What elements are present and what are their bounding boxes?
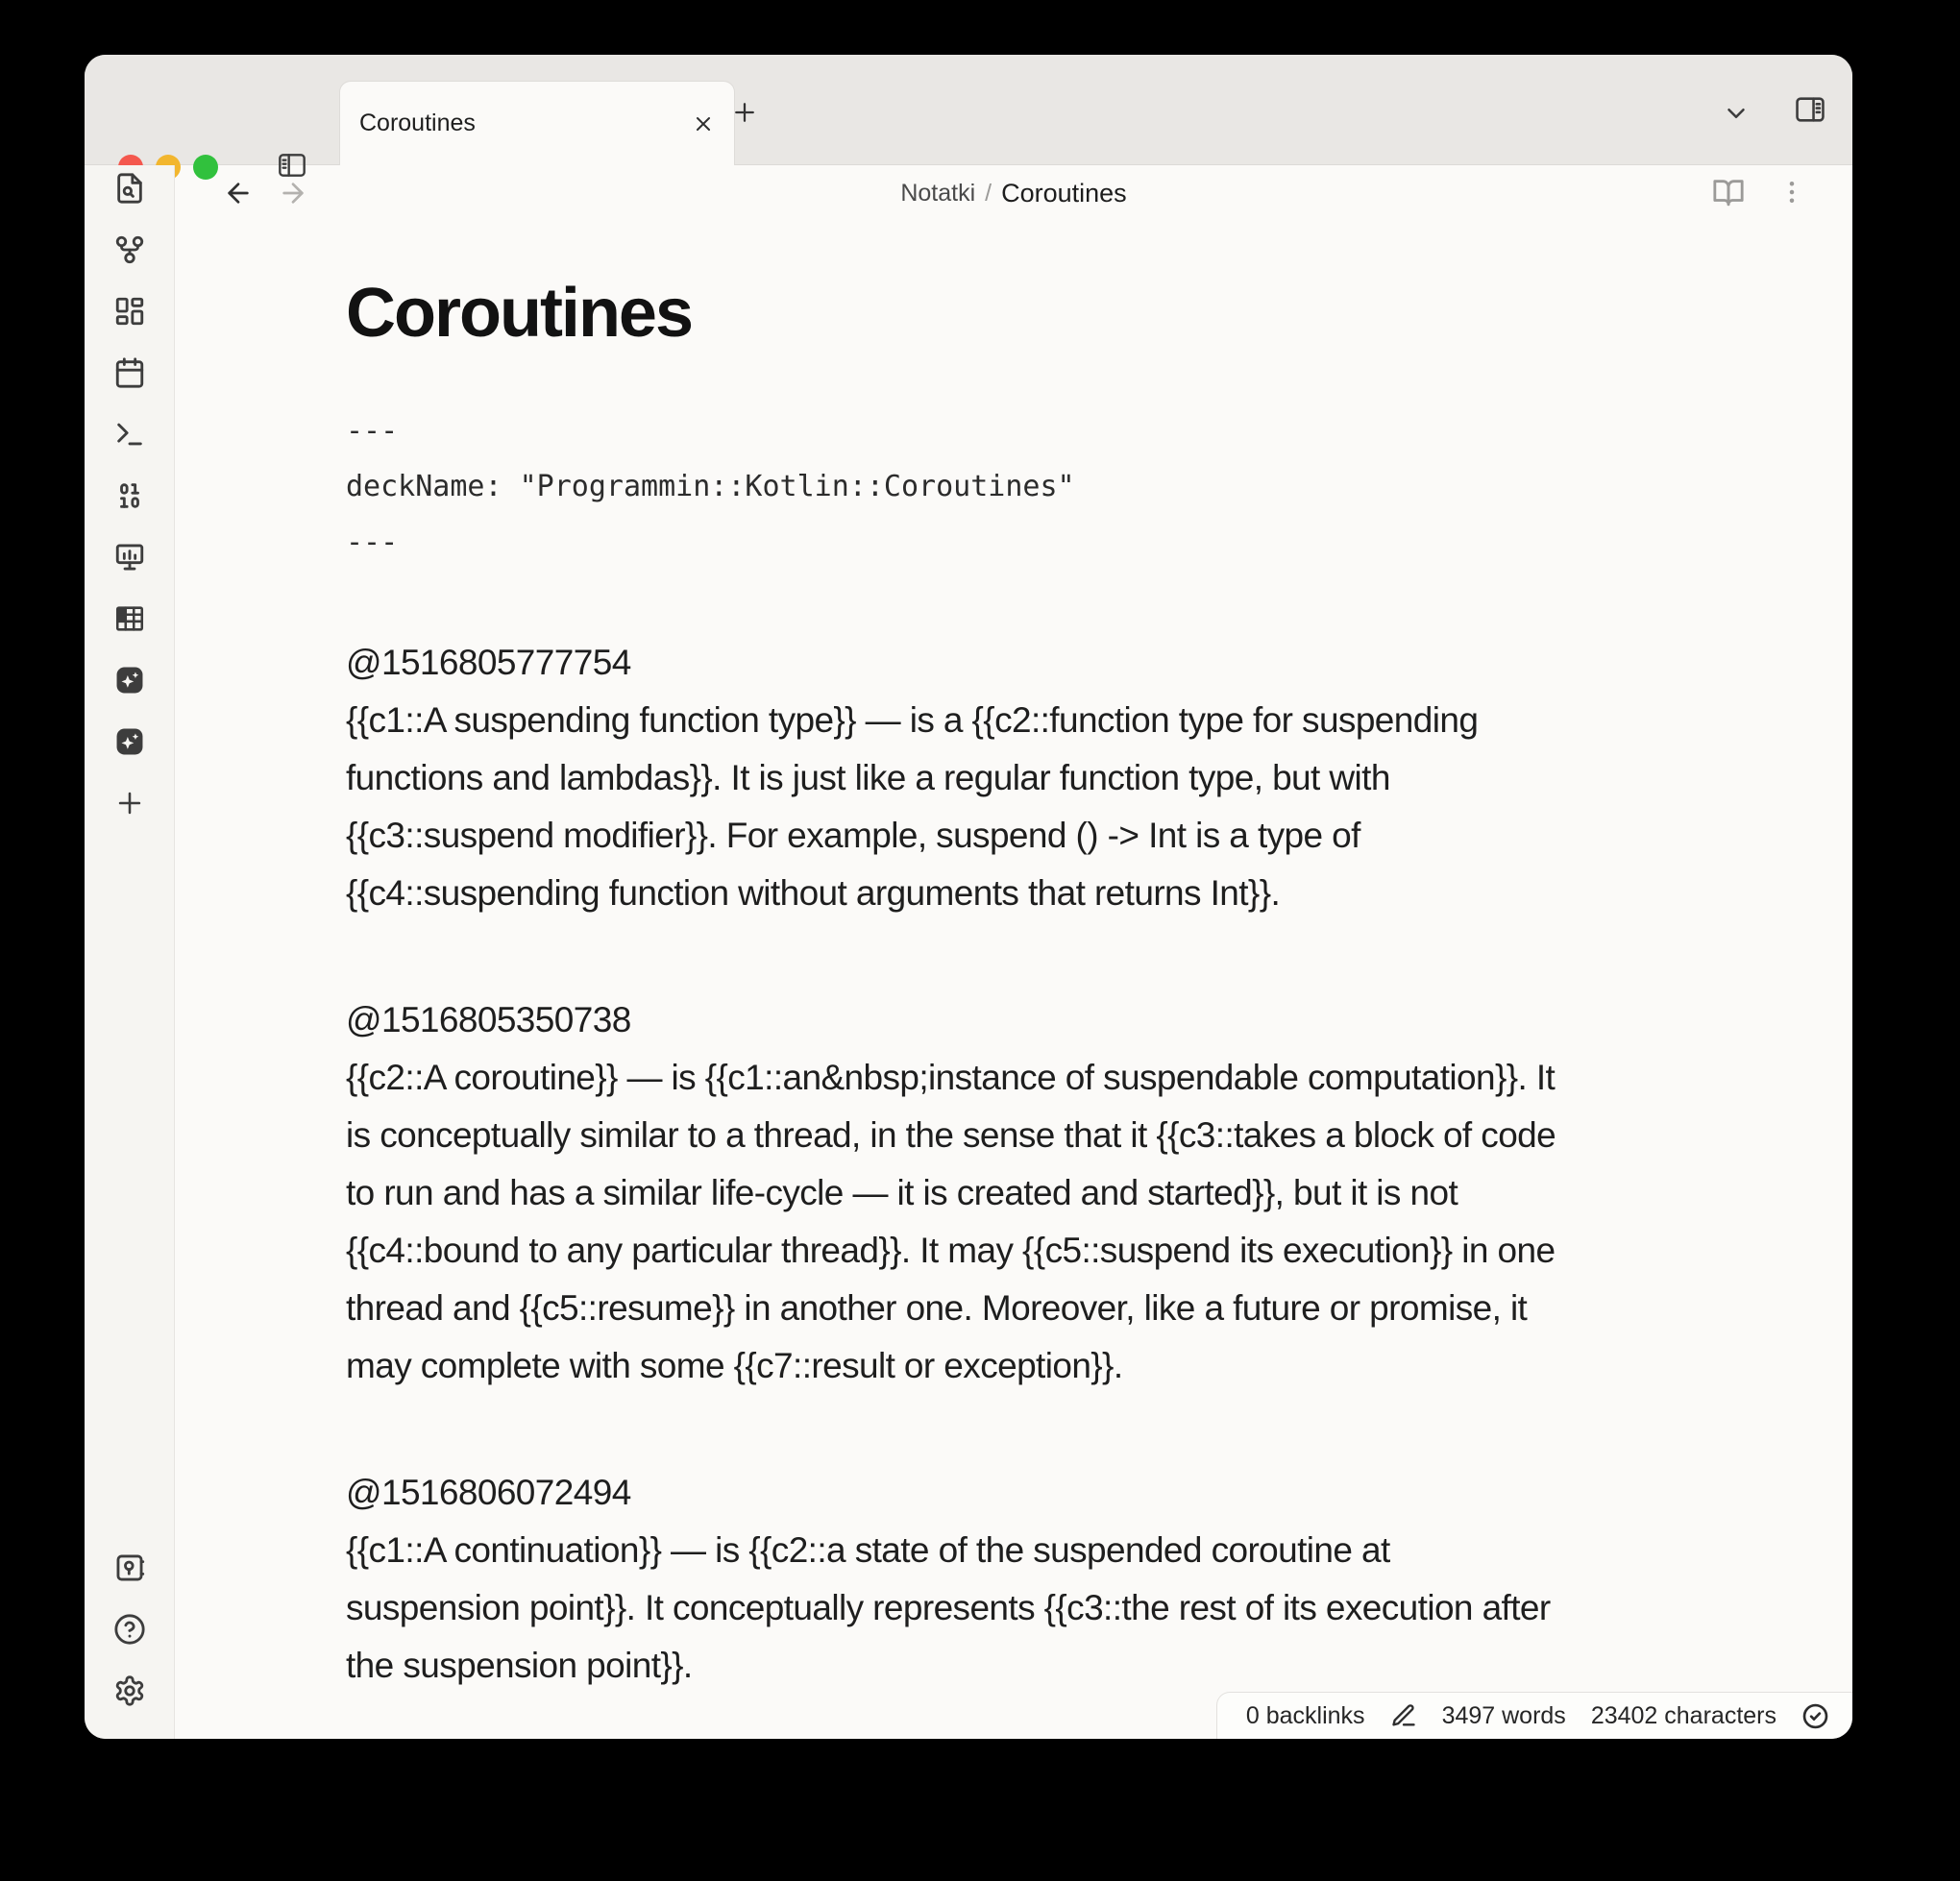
frontmatter-fence[interactable]: ---: [346, 414, 399, 448]
flashcard-block: [346, 991, 1777, 1395]
terminal-icon[interactable]: [113, 418, 146, 451]
vault-icon[interactable]: [113, 1551, 146, 1584]
frontmatter-block[interactable]: [346, 403, 1777, 571]
word-count: 3497 words: [1441, 1701, 1566, 1729]
card-id[interactable]: @1516805350738: [346, 1000, 631, 1039]
table-icon[interactable]: [113, 602, 146, 635]
calendar-icon[interactable]: [113, 356, 146, 389]
editor[interactable]: [175, 221, 1852, 1739]
frontmatter-fence[interactable]: ---: [346, 525, 399, 559]
tab-close-icon[interactable]: [692, 112, 715, 135]
text-line[interactable]: {{c1::A suspending function type}} — is a {{c2::function type for suspending: [346, 700, 1479, 740]
text-line[interactable]: {{c2::A coroutine}} — is {{c1::an&nbsp;instance of suspendable computation}}. It: [346, 1058, 1556, 1097]
note-title[interactable]: Coroutines: [346, 275, 693, 352]
sticker-stars-icon[interactable]: [113, 664, 146, 696]
ribbon: [85, 165, 175, 1739]
app-window: [85, 55, 1852, 1739]
file-search-icon[interactable]: [113, 172, 146, 205]
ribbon-bottom: [85, 1551, 174, 1739]
tab-title: Coroutines: [359, 110, 476, 136]
help-icon[interactable]: [113, 1613, 146, 1646]
card-id[interactable]: @1516805777754: [346, 643, 631, 682]
card-text[interactable]: [346, 1522, 1777, 1695]
chevron-down-icon[interactable]: [1722, 99, 1751, 133]
titlebar: [85, 55, 1852, 165]
breadcrumb-current[interactable]: Coroutines: [1001, 178, 1127, 208]
text-line[interactable]: {{c3::suspend modifier}}. For example, suspend () -> Int is a type of: [346, 816, 1360, 855]
character-count: 23402 characters: [1590, 1701, 1776, 1729]
text-line[interactable]: suspension point}}. It conceptually represents {{c3::the rest of its execution after: [346, 1588, 1551, 1627]
text-line[interactable]: to run and has a similar life-cycle — it is created and started}}, but it is not: [346, 1173, 1458, 1212]
right-panel-toggle-icon[interactable]: [1791, 93, 1829, 131]
text-line[interactable]: thread and {{c5::resume}} in another one. Moreover, like a future or promise, it: [346, 1288, 1528, 1328]
breadcrumb: [175, 165, 1852, 221]
tab-coroutines[interactable]: [339, 81, 735, 165]
text-line[interactable]: functions and lambdas}}. It is just like a regular function type, but with: [346, 758, 1390, 797]
pencil-icon: [1390, 1702, 1417, 1729]
breadcrumb-parent[interactable]: Notatki: [900, 179, 976, 207]
backlinks-count[interactable]: 0 backlinks: [1245, 1701, 1365, 1729]
binary-icon[interactable]: [113, 479, 146, 512]
layout-dashboard-icon[interactable]: [113, 295, 146, 328]
flashcard-block: [346, 1464, 1777, 1695]
frontmatter-deck-line[interactable]: deckName: "Programmin::Kotlin::Coroutines": [346, 470, 1075, 503]
card-id[interactable]: @1516806072494: [346, 1473, 631, 1512]
text-line[interactable]: the suspension point}}.: [346, 1646, 693, 1685]
check-circle-icon[interactable]: [1801, 1702, 1829, 1730]
more-vertical-icon[interactable]: [1777, 178, 1806, 211]
book-open-icon[interactable]: [1712, 176, 1745, 213]
settings-gear-icon[interactable]: [113, 1674, 146, 1707]
view-header: [175, 165, 1852, 221]
text-line[interactable]: may complete with some {{c7::result or exception}}.: [346, 1346, 1123, 1385]
card-text[interactable]: [346, 692, 1777, 922]
text-line[interactable]: {{c4::suspending function without arguments that returns Int}}.: [346, 873, 1281, 913]
presentation-chart-icon[interactable]: [113, 541, 146, 574]
breadcrumb-separator: /: [985, 179, 992, 207]
plus-icon[interactable]: [113, 787, 146, 819]
status-bar: [1216, 1692, 1852, 1739]
new-tab-plus-icon[interactable]: [730, 98, 759, 132]
graph-icon[interactable]: [113, 233, 146, 266]
card-text[interactable]: [346, 1049, 1777, 1395]
flashcard-block: [346, 634, 1777, 922]
text-line[interactable]: {{c4::bound to any particular thread}}. It may {{c5::suspend its execution}} in one: [346, 1231, 1556, 1270]
text-line[interactable]: {{c1::A continuation}} — is {{c2::a state of the suspended coroutine at: [346, 1530, 1390, 1570]
sticker-stars-icon[interactable]: [113, 725, 146, 758]
text-line[interactable]: is conceptually similar to a thread, in the sense that it {{c3::takes a block of code: [346, 1115, 1556, 1155]
